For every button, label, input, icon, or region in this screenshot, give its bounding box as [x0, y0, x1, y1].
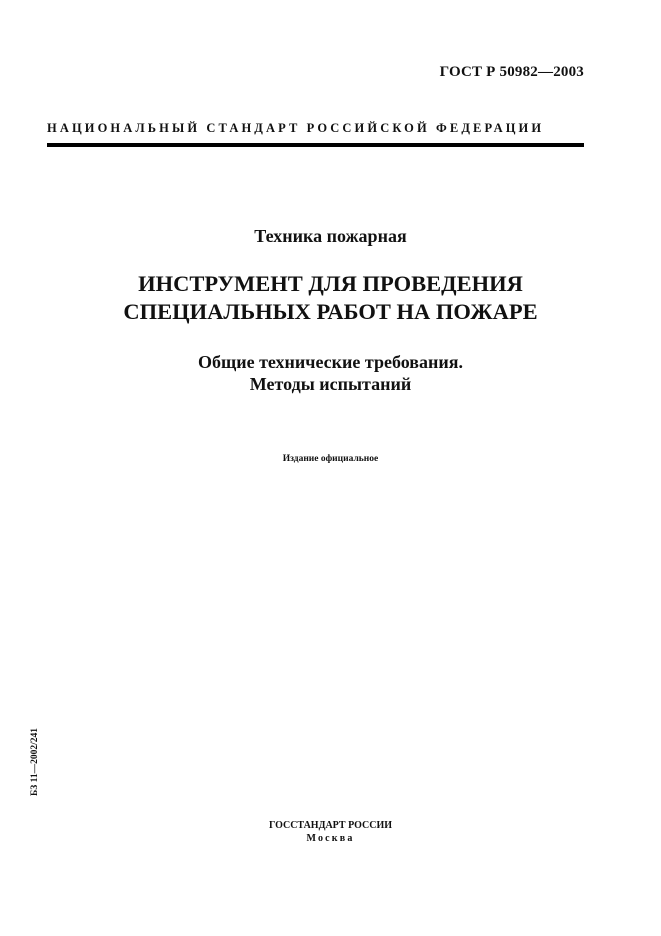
publisher-block: [0, 819, 661, 845]
subtitle-line-2: Методы испытаний: [249, 374, 412, 394]
national-standard-heading: НАЦИОНАЛЬНЫЙ СТАНДАРТ РОССИЙСКОЙ ФЕДЕРАЦИИ: [47, 121, 545, 135]
side-catalog-code: БЗ 11—2002/241: [30, 727, 40, 796]
document-subtitle: [0, 351, 661, 395]
publisher-city: Москва: [306, 833, 355, 844]
subtitle-line-1: Общие технические требования.: [198, 352, 463, 372]
heading-rule: [47, 143, 584, 147]
document-main-title: [0, 270, 661, 326]
document-subject: Техника пожарная: [254, 226, 407, 246]
gost-number: ГОСТ Р 50982—2003: [439, 64, 584, 80]
main-title-line-1: ИНСТРУМЕНТ ДЛЯ ПРОВЕДЕНИЯ: [138, 271, 523, 296]
main-title-line-2: СПЕЦИАЛЬНЫХ РАБОТ НА ПОЖАРЕ: [123, 299, 538, 324]
edition-note: Издание официальное: [282, 454, 379, 464]
publisher-name: ГОССТАНДАРТ РОССИИ: [268, 820, 393, 831]
